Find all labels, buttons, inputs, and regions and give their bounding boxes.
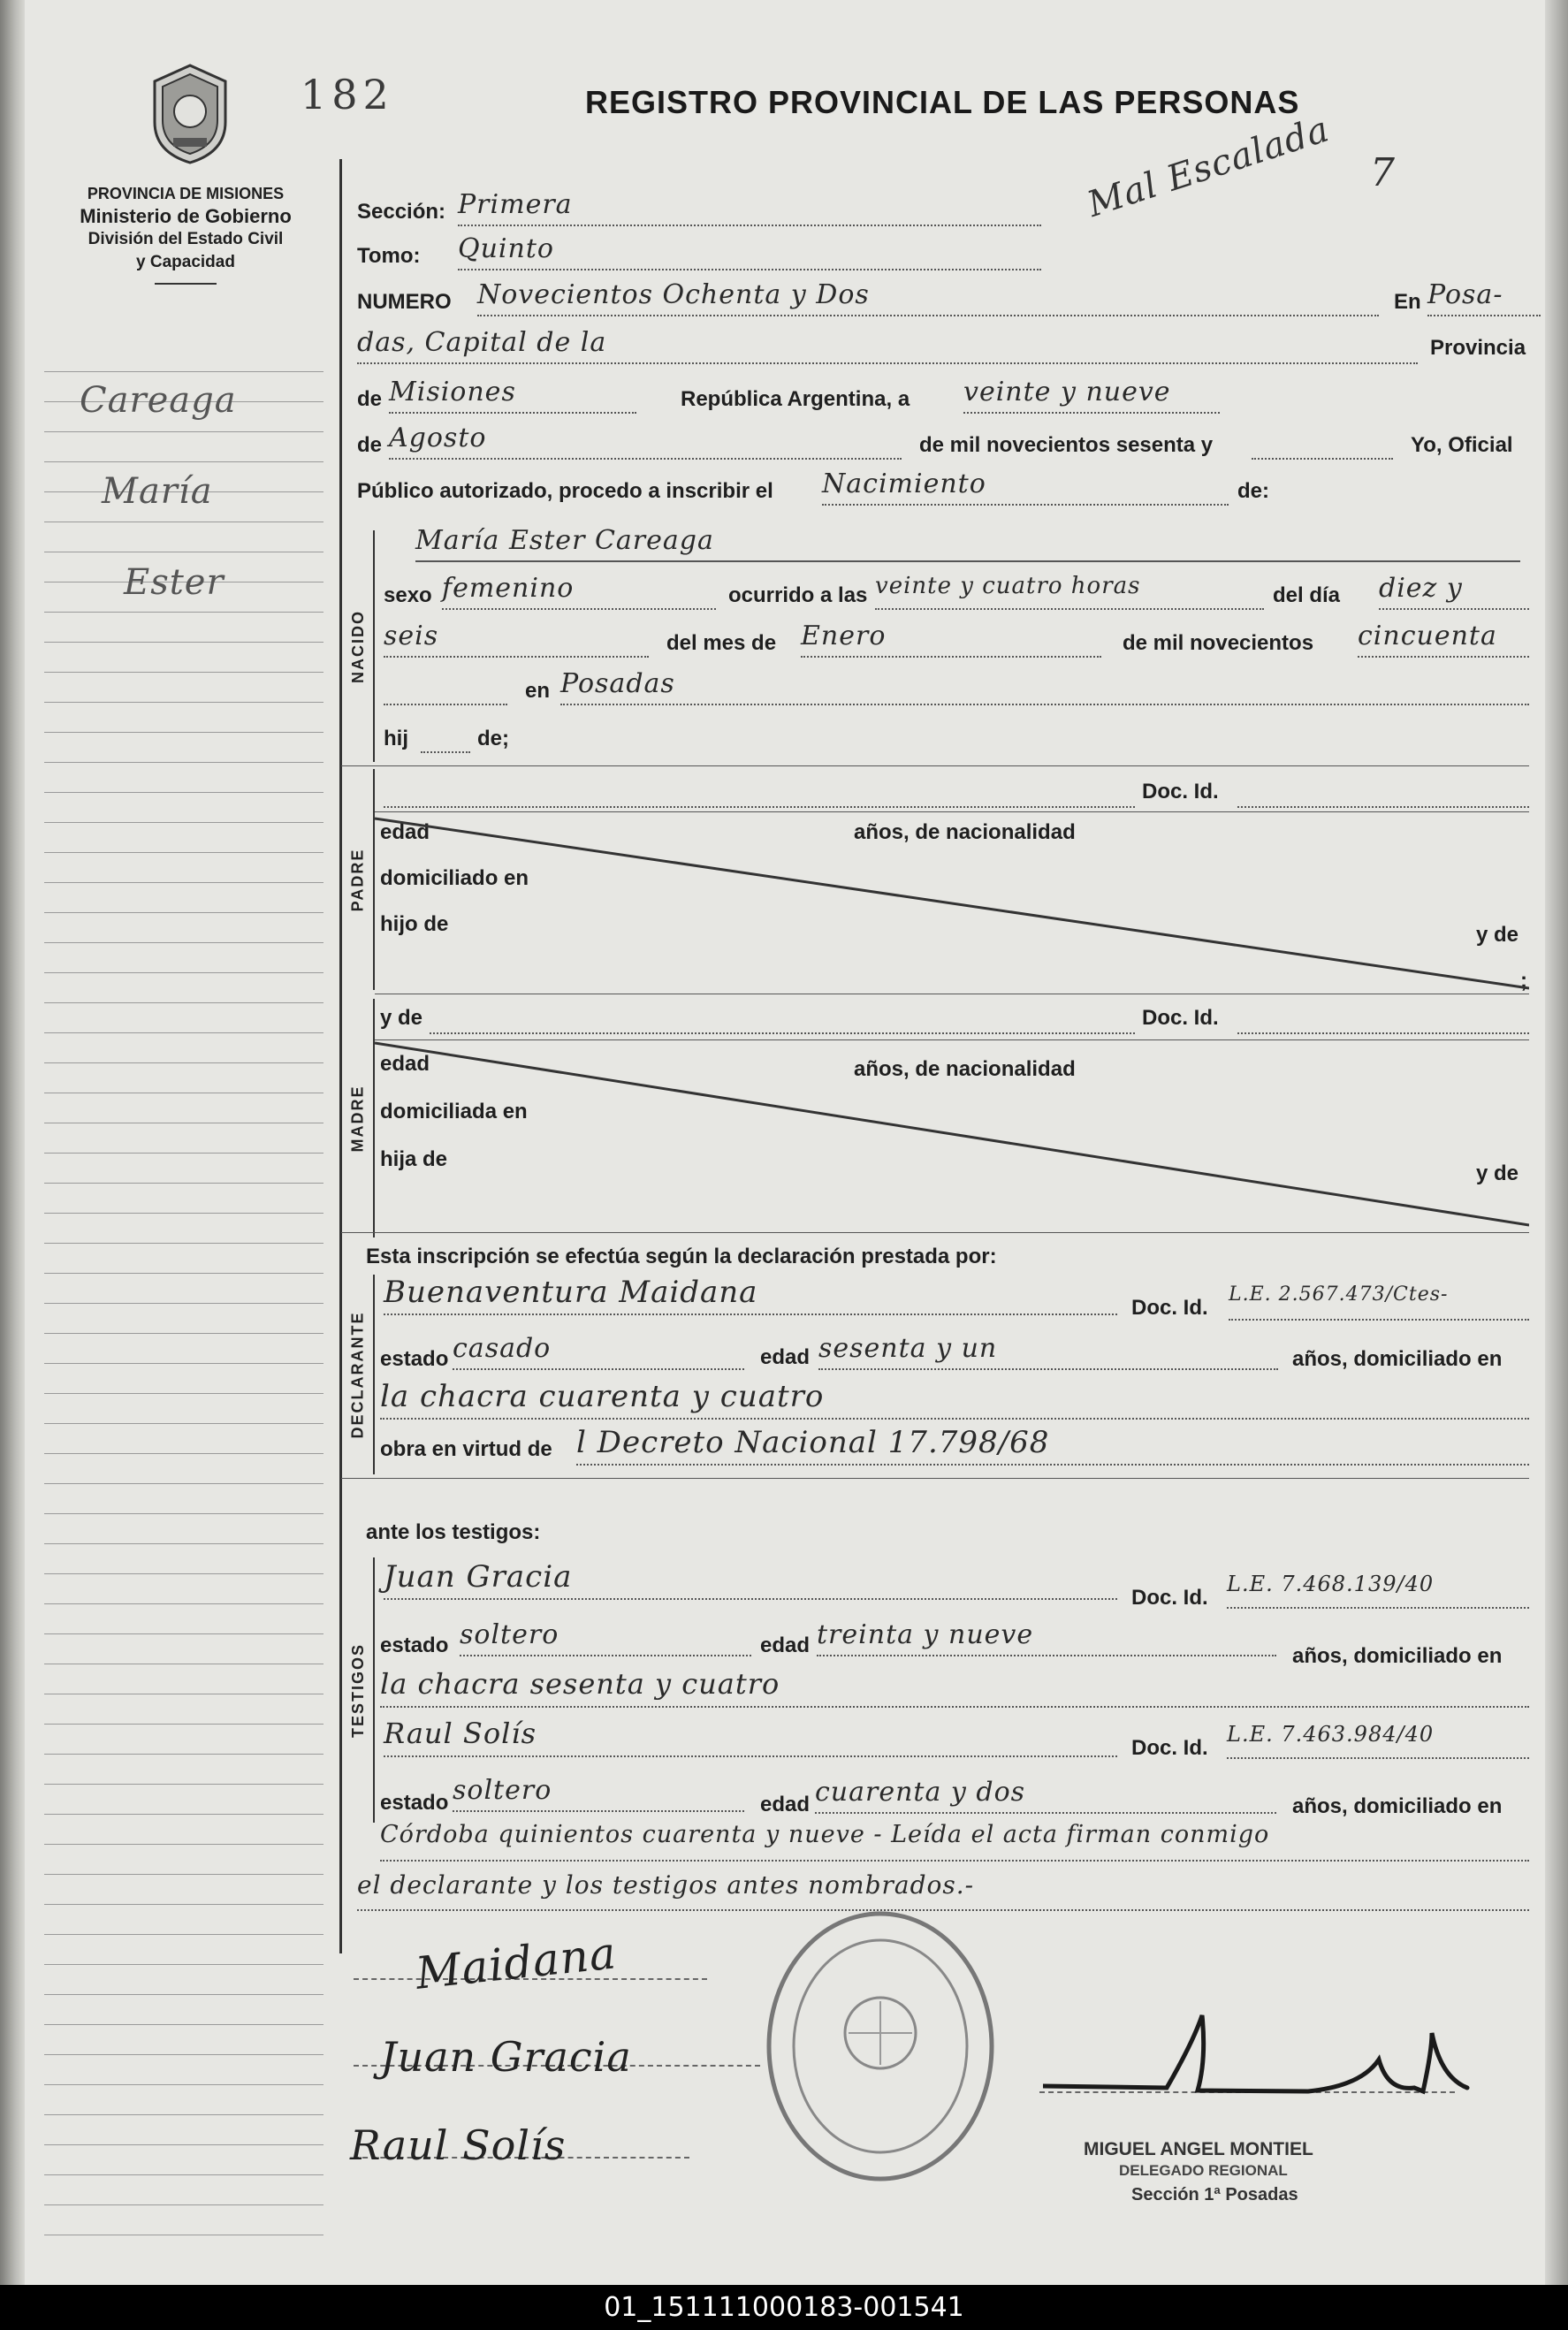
margin-ruled-line bbox=[44, 1213, 323, 1214]
numero-label: NUMERO bbox=[357, 290, 452, 314]
hij-blank bbox=[421, 716, 470, 753]
margin-ruled-line bbox=[44, 1363, 323, 1364]
padre-doc-label: Doc. Id. bbox=[1142, 780, 1219, 803]
dia-value: veinte y nueve bbox=[963, 377, 1220, 414]
testigo-2-doc-value: L.E. 7.463.984/40 bbox=[1227, 1722, 1529, 1759]
seccion-value: Primera bbox=[458, 189, 1041, 226]
margin-surname: Careaga bbox=[80, 380, 237, 421]
hij-de-label: de; bbox=[477, 727, 509, 750]
margin-ruled-line bbox=[44, 1423, 323, 1424]
margin-ruled-line bbox=[44, 1543, 323, 1544]
margin-ruled-line bbox=[44, 762, 323, 763]
anio-blank bbox=[1252, 423, 1393, 460]
page-number: 182 bbox=[301, 71, 394, 118]
margin-ruled-line bbox=[44, 732, 323, 733]
margin-ruled-line bbox=[44, 1754, 323, 1755]
testigo-2-doc-label: Doc. Id. bbox=[1131, 1736, 1208, 1760]
padre-nombre-blank bbox=[384, 771, 1135, 808]
margin-ruled-line bbox=[44, 1032, 323, 1033]
testigo-2-domicilio-label: años, domiciliado en bbox=[1292, 1794, 1503, 1818]
anio-value: cincuenta bbox=[1358, 621, 1529, 658]
margin-ruled-line bbox=[44, 1573, 323, 1574]
declarante-domicilio-label: años, domiciliado en bbox=[1292, 1347, 1503, 1371]
en-label: En bbox=[1394, 290, 1421, 314]
declarante-section-label: DECLARANTE bbox=[348, 1311, 367, 1438]
testigo-1-edad-label: edad bbox=[760, 1633, 811, 1657]
margin-ruled-line bbox=[44, 1453, 323, 1454]
declarante-nombre: Buenaventura Maidana bbox=[384, 1275, 1117, 1315]
margin-ruled-line bbox=[44, 1784, 323, 1785]
declarante-bottom-rule bbox=[341, 1478, 1529, 1479]
testigo-2-domicilio-value: Córdoba quinientos cuarenta y nueve - Leída el acta firman conmigo bbox=[380, 1821, 1529, 1862]
padre-domicilio-label: domiciliado en bbox=[380, 866, 529, 890]
margin-ruled-line bbox=[44, 972, 323, 973]
declarante-inner-border bbox=[373, 1275, 375, 1474]
form-left-border bbox=[339, 159, 342, 1953]
issuer-block bbox=[35, 182, 336, 285]
margin-ruled-line bbox=[44, 1994, 323, 1995]
nacido-bottom-rule bbox=[341, 765, 1529, 766]
testigo-1-estado-label: estado bbox=[380, 1633, 449, 1657]
margin-ruled-line bbox=[44, 882, 323, 883]
corner-mark: 7 bbox=[1370, 150, 1396, 195]
ocurrido-label: ocurrido a las bbox=[728, 583, 868, 607]
declarante-intro: Esta inscripción se efectúa según la declaración prestada por: bbox=[366, 1245, 997, 1268]
seccion-label: Sección: bbox=[357, 200, 446, 224]
margin-ruled-line bbox=[44, 1183, 323, 1184]
padre-doc-blank bbox=[1237, 771, 1529, 808]
sexo-value: femenino bbox=[442, 573, 716, 610]
testigos-inner-border bbox=[373, 1557, 375, 1823]
nacido-nombre: María Ester Careaga bbox=[415, 525, 1520, 562]
declarante-doc-label: Doc. Id. bbox=[1131, 1296, 1208, 1320]
margin-ruled-line bbox=[44, 1513, 323, 1514]
republica-label: República Argentina, a bbox=[681, 387, 910, 411]
hora-value: veinte y cuatro horas bbox=[875, 573, 1264, 610]
dia-value-nacido: diez y bbox=[1379, 573, 1529, 610]
declarante-doc-value: L.E. 2.567.473/Ctes- bbox=[1229, 1283, 1529, 1321]
margin-ruled-line bbox=[44, 2084, 323, 2085]
de2-label: de bbox=[357, 433, 383, 457]
closing-text: el declarante y los testigos antes nombrados.- bbox=[357, 1870, 1529, 1911]
madre-edad-label: edad bbox=[380, 1052, 430, 1076]
page-binding bbox=[0, 0, 25, 2285]
margin-ruled-line bbox=[44, 672, 323, 673]
declarante-obra-value: l Decreto Nacional 17.798/68 bbox=[576, 1425, 1529, 1466]
official-name: MIGUEL ANGEL MONTIEL bbox=[1084, 2139, 1313, 2159]
margin-ruled-line bbox=[44, 2114, 323, 2115]
margin-ruled-line bbox=[44, 942, 323, 943]
numero-value: Novecientos Ochenta y Dos bbox=[477, 279, 1379, 316]
margin-ruled-line bbox=[44, 1273, 323, 1274]
margin-ruled-line bbox=[44, 1062, 323, 1063]
issuer-province: PROVINCIA DE MISIONES bbox=[87, 185, 285, 202]
coat-of-arms-seal bbox=[141, 60, 239, 166]
padre-cancel-line bbox=[375, 811, 1529, 997]
page-title: REGISTRO PROVINCIAL DE LAS PERSONAS bbox=[585, 84, 1300, 120]
padre-semicolon: ; bbox=[1520, 969, 1527, 993]
padre-section-label: PADRE bbox=[348, 848, 367, 911]
margin-name-1: María bbox=[102, 471, 213, 512]
margin-ruled-line bbox=[44, 2144, 323, 2145]
en-label-nacido: en bbox=[525, 679, 551, 703]
official-signature-scribble bbox=[1043, 2006, 1485, 2104]
provincia-label: Provincia bbox=[1430, 336, 1526, 360]
testigo-2-nombre: Raul Solís bbox=[384, 1717, 1117, 1757]
margin-ruled-line bbox=[44, 1393, 323, 1394]
corner-annotation: Mal Escalada bbox=[1082, 109, 1335, 225]
margin-ruled-line bbox=[44, 1153, 323, 1154]
page-edge bbox=[1545, 0, 1568, 2285]
mes-label: del mes de bbox=[666, 631, 777, 655]
madre-nacionalidad-label: años, de nacionalidad bbox=[854, 1057, 1076, 1081]
declarante-obra-label: obra en virtud de bbox=[380, 1437, 552, 1461]
publico-label: Público autorizado, procedo a inscribir el bbox=[357, 479, 773, 503]
padre-edad-label: edad bbox=[380, 820, 430, 844]
del-dia-label: del día bbox=[1273, 583, 1341, 607]
margin-ruled-line bbox=[44, 1934, 323, 1935]
madre-domicilio-label: domiciliada en bbox=[380, 1100, 528, 1123]
nacido-section-label: NACIDO bbox=[348, 609, 367, 683]
declarante-edad-label: edad bbox=[760, 1345, 811, 1369]
issuer-ministry: Ministerio de Gobierno bbox=[80, 205, 292, 227]
padre-hijo-label: hijo de bbox=[380, 912, 449, 936]
mil-label: de mil novecientos sesenta y bbox=[919, 433, 1214, 457]
testigo-1-edad-value: treinta y nueve bbox=[817, 1619, 1276, 1656]
yo-oficial-label: Yo, Oficial bbox=[1411, 433, 1513, 457]
declarante-estado-label: estado bbox=[380, 1347, 449, 1371]
testigo-1-doc-value: L.E. 7.468.139/40 bbox=[1227, 1572, 1529, 1609]
madre-yde-label: y de bbox=[380, 1006, 423, 1030]
margin-ruled-line bbox=[44, 1603, 323, 1604]
margin-ruled-line bbox=[44, 1814, 323, 1815]
place-continuation: das, Capital de la bbox=[357, 327, 1418, 364]
en-blank bbox=[384, 668, 507, 705]
padre-nacionalidad-label: años, de nacionalidad bbox=[854, 820, 1076, 844]
testigo-1-doc-label: Doc. Id. bbox=[1131, 1586, 1208, 1610]
margin-ruled-line bbox=[44, 912, 323, 913]
margin-ruled-line bbox=[44, 1002, 323, 1003]
official-section: Sección 1ª Posadas bbox=[1131, 2185, 1298, 2204]
anio-label: de mil novecientos bbox=[1123, 631, 1314, 655]
issuer-division-2: y Capacidad bbox=[136, 253, 235, 271]
mes-value-nacido: Enero bbox=[801, 621, 1101, 658]
margin-ruled-line bbox=[44, 792, 323, 793]
en-value: Posa- bbox=[1427, 279, 1541, 316]
declarante-estado-value: casado bbox=[453, 1333, 744, 1370]
margin-ruled-line bbox=[44, 1874, 323, 1875]
madre-doc-label: Doc. Id. bbox=[1142, 1006, 1219, 1030]
margin-ruled-line bbox=[44, 822, 323, 823]
margin-ruled-line bbox=[44, 371, 323, 372]
margin-ruled-line bbox=[44, 642, 323, 643]
hij-label: hij bbox=[384, 727, 408, 750]
margin-ruled-line bbox=[44, 1333, 323, 1334]
madre-cancel-line bbox=[375, 1039, 1529, 1234]
testigo-1-estado-value: soltero bbox=[460, 1619, 751, 1656]
margin-ruled-line bbox=[44, 1844, 323, 1845]
de3-label: de: bbox=[1237, 479, 1269, 503]
declarante-edad-value: sesenta y un bbox=[818, 1333, 1278, 1370]
testigos-section-label: TESTIGOS bbox=[348, 1642, 367, 1738]
margin-name-2: Ester bbox=[124, 562, 225, 603]
testigo-1-domicilio-value: la chacra sesenta y cuatro bbox=[380, 1667, 1529, 1708]
margin-ruled-line bbox=[44, 461, 323, 462]
testigo-1-domicilio-label: años, domiciliado en bbox=[1292, 1644, 1503, 1668]
testigos-intro: ante los testigos: bbox=[366, 1520, 541, 1544]
tomo-value: Quinto bbox=[458, 233, 1041, 270]
margin-ruled-line bbox=[44, 2054, 323, 2055]
margin-ruled-line bbox=[44, 702, 323, 703]
testigo-2-estado-value: soltero bbox=[453, 1775, 744, 1812]
madre-nombre-blank bbox=[430, 997, 1135, 1034]
signature-2: Juan Gracia bbox=[380, 2033, 632, 2081]
margin-ruled-line bbox=[44, 1633, 323, 1634]
margin-ruled-line bbox=[44, 612, 323, 613]
margin-ruled-line bbox=[44, 431, 323, 432]
image-caption: 01_151111000183-001541 bbox=[0, 2285, 1568, 2330]
madre-yde2-label: y de bbox=[1476, 1161, 1519, 1185]
madre-hija-label: hija de bbox=[380, 1147, 448, 1171]
de-label: de bbox=[357, 387, 383, 411]
margin-ruled-line bbox=[44, 1483, 323, 1484]
tomo-label: Tomo: bbox=[357, 244, 421, 268]
margin-ruled-line bbox=[44, 2204, 323, 2205]
signature-3: Raul Solís bbox=[350, 2121, 567, 2169]
issuer-divider bbox=[155, 283, 217, 285]
testigo-2-edad-label: edad bbox=[760, 1793, 811, 1816]
dia-value-cont: seis bbox=[384, 621, 649, 658]
testigo-1-nombre: Juan Gracia bbox=[384, 1559, 1117, 1600]
madre-section-label: MADRE bbox=[348, 1085, 367, 1152]
margin-ruled-line bbox=[44, 852, 323, 853]
padre-yde-label: y de bbox=[1476, 923, 1519, 947]
margin-ruled-line bbox=[44, 1724, 323, 1725]
signature-1: Maidana bbox=[413, 1927, 620, 1999]
margin-ruled-line bbox=[44, 1904, 323, 1905]
testigo-2-estado-label: estado bbox=[380, 1791, 449, 1815]
margin-ruled-line bbox=[44, 1303, 323, 1304]
testigo-2-edad-value: cuarenta y dos bbox=[815, 1777, 1276, 1814]
madre-doc-blank bbox=[1237, 997, 1529, 1034]
margin-ruled-line bbox=[44, 1964, 323, 1965]
margin-ruled-line bbox=[44, 1243, 323, 1244]
official-title: DELEGADO REGIONAL bbox=[1119, 2162, 1288, 2179]
issuer-division: División del Estado Civil bbox=[88, 230, 284, 248]
margin-ruled-line bbox=[44, 2174, 323, 2175]
declarante-domicilio-value: la chacra cuarenta y cuatro bbox=[380, 1379, 1529, 1420]
mes-value: Agosto bbox=[389, 423, 902, 460]
margin-ruled-line bbox=[44, 2024, 323, 2025]
nacido-inner-border bbox=[373, 530, 375, 762]
sexo-label: sexo bbox=[384, 583, 432, 607]
acto-value: Nacimiento bbox=[822, 468, 1229, 506]
official-round-stamp bbox=[757, 1900, 1004, 2192]
lugar-value: Posadas bbox=[560, 668, 1529, 705]
provincia-value: Misiones bbox=[389, 377, 636, 414]
